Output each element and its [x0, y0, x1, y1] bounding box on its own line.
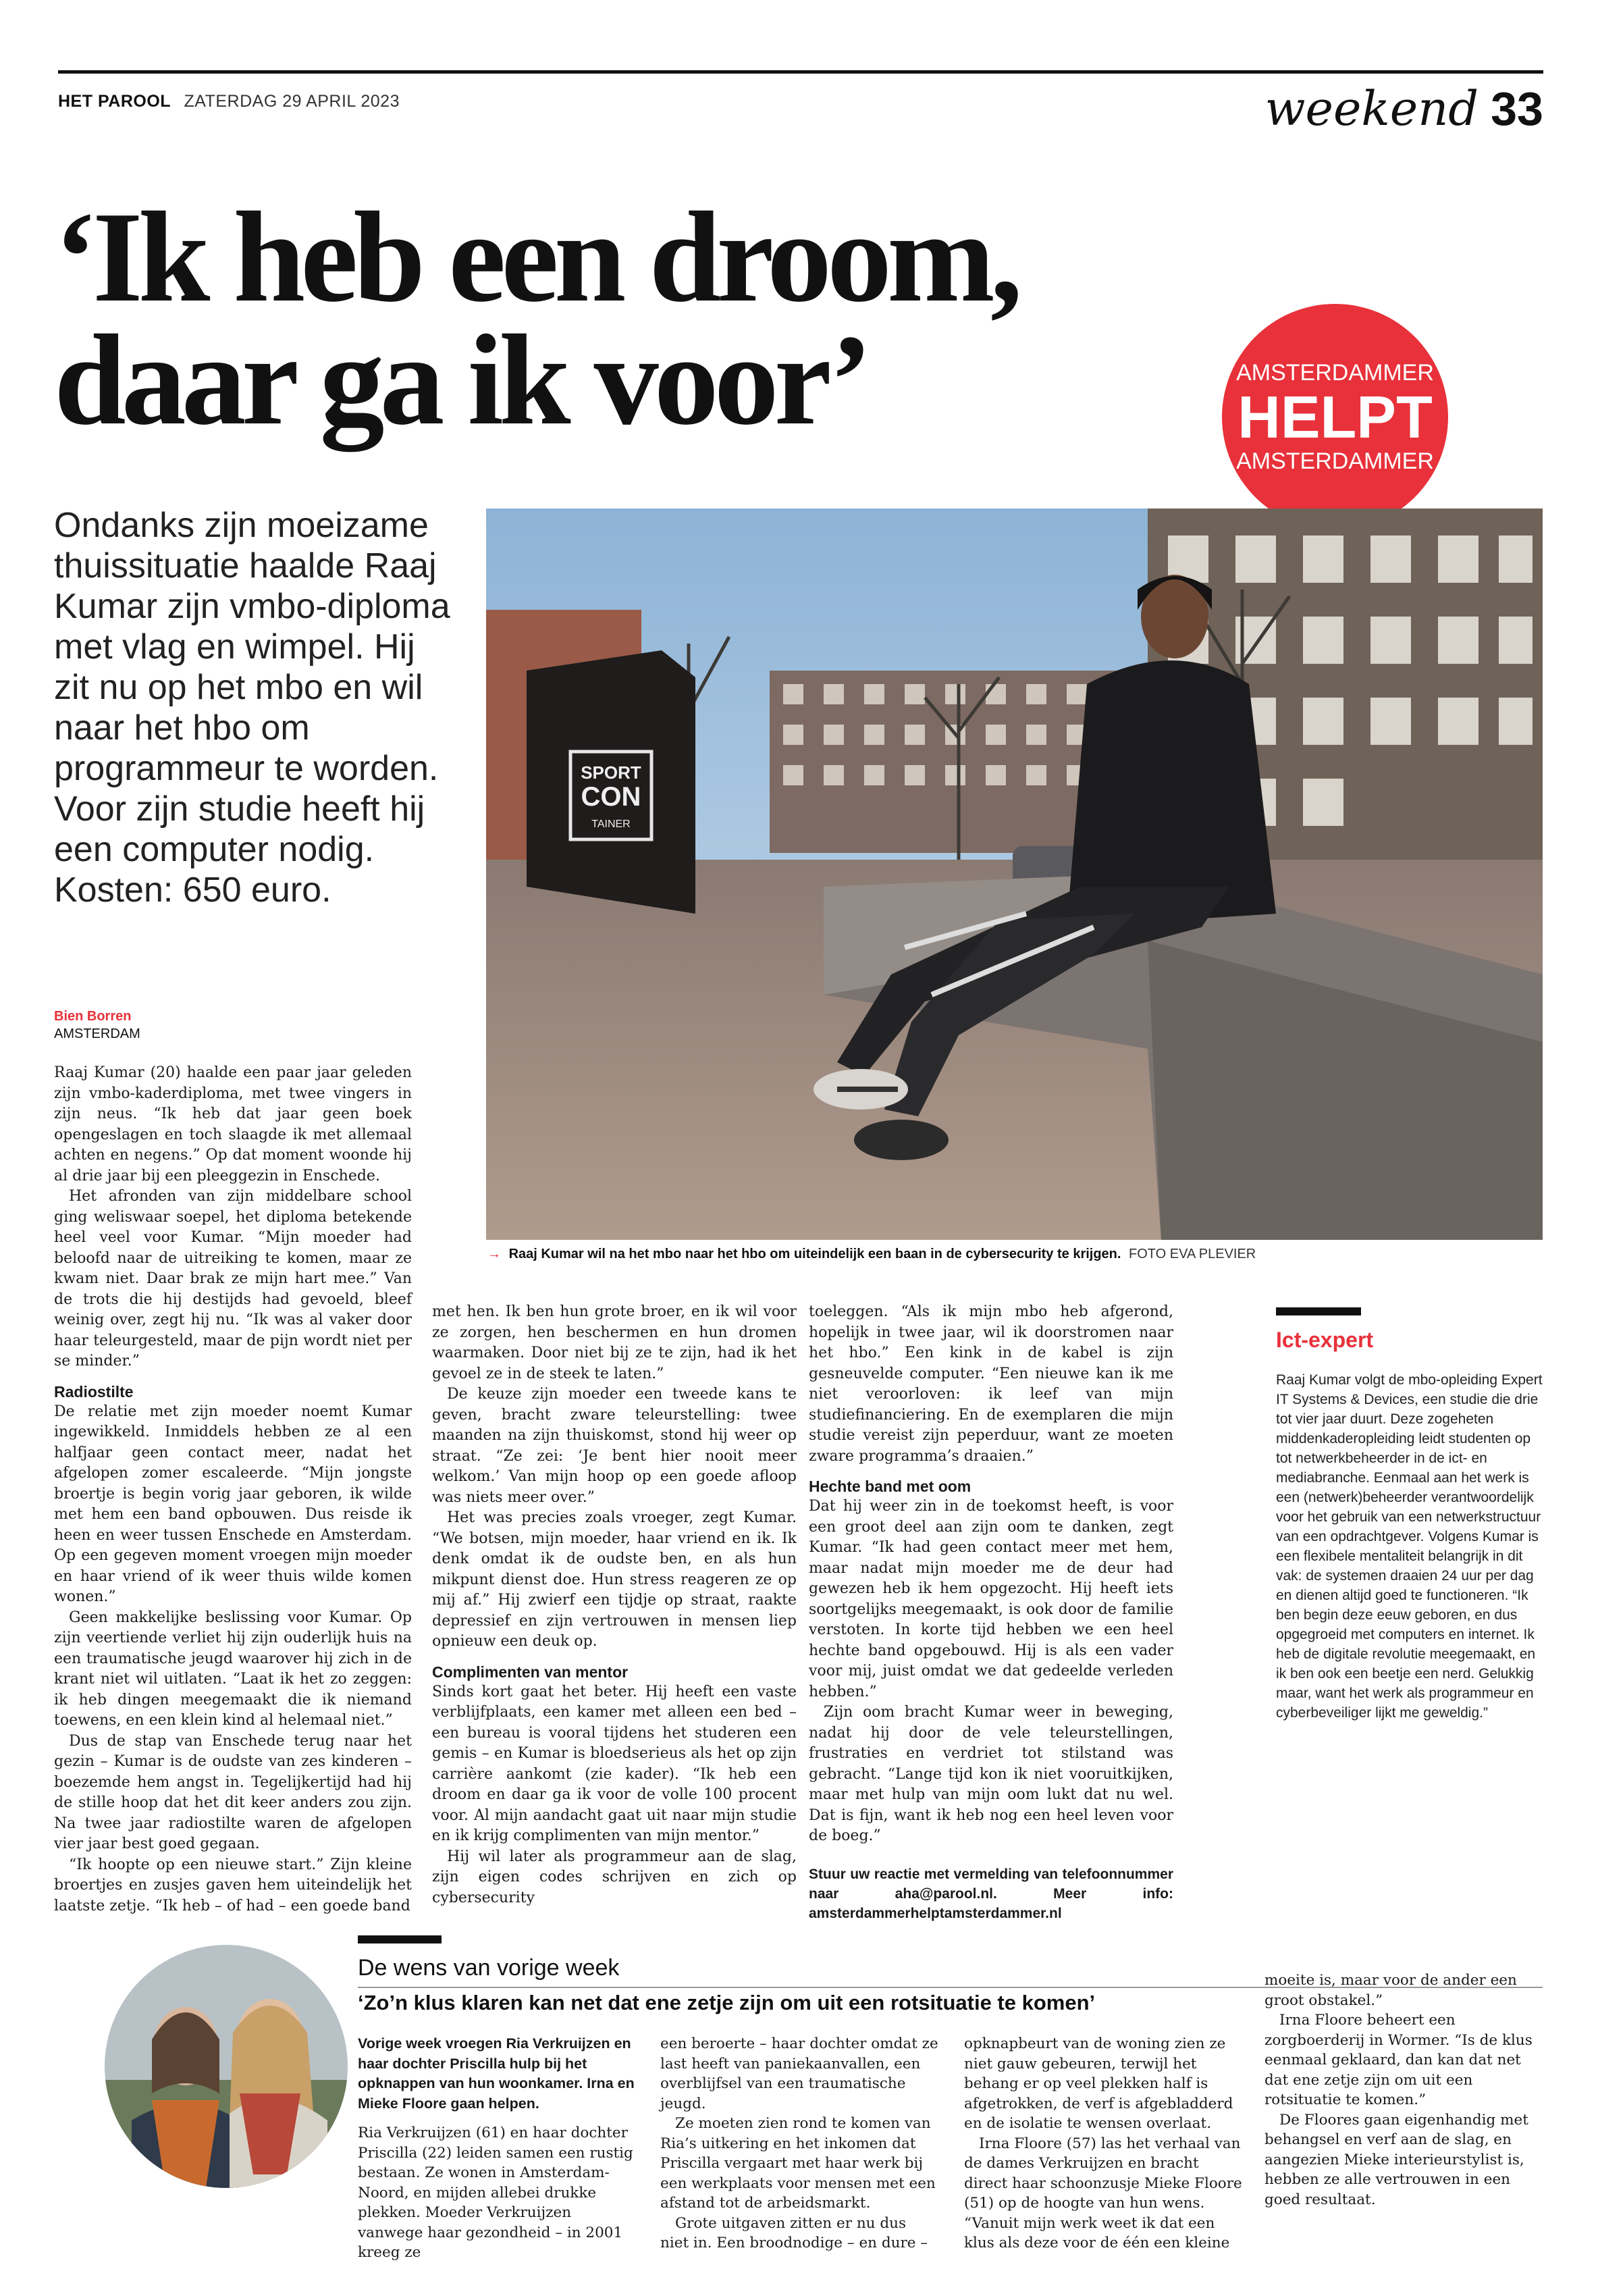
contact-info: Stuur uw reactie met vermelding van telefoonnummer naar aha@parool.nl. Meer info: amsterdammerhelptamsterdammer.nl — [809, 1866, 1173, 1921]
portrait-photo — [105, 1945, 348, 2188]
issue-date: ZATERDAG 29 APRIL 2023 — [184, 92, 400, 111]
paragraph: De relatie met zijn moeder noemt Kumar ingewikkeld. Inmiddels hebben ze al een halfjaar geen contact meer, nadat het afgelopen zomer escaleerde. “Mijn jongste broertje is begin vorig jaar geboren, ik wilde met hem een band opbouwen. Dus reisde ik heen en weer tussen Enschede en Amsterdam. Op een gegeven moment vroegen mijn moeder en haar vriend of ik weer thuis wilde komen wonen.” — [54, 1403, 412, 1605]
paragraph: Ze moeten zien rond te komen van Ria’s uitkering en het inkomen dat Priscilla vergaart met haar werk bij een werkplaats voor mensen met een afstand tot de arbeidsmarkt. — [660, 2115, 936, 2212]
headline-line-1: ‘Ik heb een droom, — [54, 185, 1018, 329]
photo-credit: FOTO EVA PLEVIER — [1129, 1247, 1256, 1261]
subheading-hechte-band: Hechte band met oom — [809, 1478, 971, 1495]
bottom-column-3 — [964, 2034, 1242, 2253]
article-column-3 — [809, 1302, 1173, 1923]
paragraph: Irna Floore beheert een zorgboerderij in Wormer. “Is de klus eenmaal geklaard, dan kan dat net dat ene zetje zijn om uit een rotsituatie te komen.” — [1264, 2012, 1533, 2108]
bottom-rule — [358, 1935, 442, 1943]
paragraph: een beroerte – haar dochter omdat ze last heeft van paniekaanvallen, een overblijfsel van een traumatische jeugd. — [660, 2035, 938, 2112]
paragraph: moeite is, maar voor de ander een groot obstakel.” — [1264, 1972, 1517, 2009]
paragraph: De keuze zijn moeder een tweede kans te geven, bracht zware teleurstelling: twee maanden na zijn thuiskomst, stond hij weer op straat. “Ze zei: ‘Je bent hier nooit meer welkom.’ Van mijn hoop op een goede afloop was niets meer over.” — [432, 1386, 797, 1506]
article-column-2 — [432, 1302, 797, 1908]
paragraph: toeleggen. “Als ik mijn mbo heb afgerond, hopelijk in twee jaar, wil ik doorstromen naar het hbo.” Een kink in de kabel is zijn gesneuvelde computer. “Een nieuwe kan ik me niet veroorloven: ik leef van mijn studiefinanciering. En de exemplaren die mijn studie vereist zijn peperduur, want ze moeten zware programma’s draaien.” — [809, 1303, 1173, 1465]
photo-illustration — [486, 508, 1543, 1240]
paragraph: Het afronden van zijn middelbare school ging weliswaar soepel, het diploma betekende heel veel voor Kumar. “Mijn moeder had beloofd naar de uitreiking te komen, maar ze kwam niet. Daar brak ze mijn hart mee.” Van de trots die hij destijds had gevoeld, bleef weinig over, zegt hij nu. “Ik was al vaker door haar teleurgesteld, maar de pijn wordt niet per se minder.” — [54, 1188, 412, 1369]
amsterdammer-helpt-badge — [1222, 304, 1448, 530]
paragraph: Hij wil later als programmeur aan de slag, zijn eigen codes schrijven en zich op cybersecurity — [432, 1848, 797, 1906]
photo-caption — [487, 1247, 1547, 1262]
badge-bottom: AMSTERDAMMER — [1236, 448, 1434, 474]
section-tag — [1265, 81, 1543, 136]
paragraph: Geen makkelijke beslissing voor Kumar. Op zijn veertiende verliet hij zijn ouderlijk huis na een traumatische jeugd waarover hij zich in de krant niet wil uitlaten. “Laat ik het zo zeggen: ik heb dingen meegemaakt die ik niemand toewens, en een klein kind al helemaal niet.” — [54, 1609, 412, 1729]
byline — [54, 1008, 140, 1043]
paragraph: Dat hij weer zin in de toekomst heeft, is voor een groot deel aan zijn oom te danken, zegt Kumar. “Ik had geen contact meer met hem, maar nadat mijn moeder me de deur had gewezen heb ik hem opgezocht. Hij heeft iets soortgelijks meegemaakt, is ook door de familie verstoten. In korte tijd hebben we een heel hechte band opgebouwd. Hij is als een vader voor mij, juist omdat we dat gedeelde verleden hebben.” — [809, 1498, 1173, 1700]
sidebar-text: Raaj Kumar volgt de mbo-opleiding Expert IT Systems & Devices, een studie die drie tot vier jaar duurt. Deze zogeheten middenkaderopleiding leidt studenten op tot netwerkbeheerder in de ict- en mediabranche. Eenmaal aan het werk is een (netwerk)beheerder verantwoordelijk voor het gebruik van een netwerkstructuur van een opdrachtgever. Volgens Kumar is een flexibele mentaliteit belangrijk in dit vak: de systemen draaien 24 uur per dag en dienen altijd goed te functioneren. “Ik ben begin deze eeuw geboren, en dus opgegroeid met computers en internet. Ik heb de digitale revolutie meegemaakt, en ik ben ook een beetje een nerd. Gelukkig maar, want het werk als programmeur en cyberbeveiliger lijkt me geweldig.” — [1276, 1372, 1543, 1721]
headline — [54, 185, 1269, 452]
paragraph: “Ik hoopte op een nieuwe start.” Zijn kleine broertjes en zusjes gaven hem uiteindelijk het laatste zetje. “Ik heb – of had – een goede band — [54, 1856, 412, 1914]
paragraph: Irna Floore (57) las het verhaal van de dames Verkruijzen en bracht direct haar schoonzusje Mieke Floore (51) op de hoogte van hun wens. “Vanuit mijn werk weet ik dat een klus als deze voor de één een kleine — [964, 2135, 1242, 2251]
arrow-right-icon: → — [487, 1247, 501, 1261]
bottom-title: ‘Zo’n klus klaren kan net dat ene zetje zijn om uit een rotsituatie te komen’ — [358, 1991, 1096, 2014]
paragraph: Ria Verkruijzen (61) en haar dochter Priscilla (22) leiden samen een rustig bestaan. Ze wonen in Amsterdam-Noord, en mijden allebei drukke plekken. Moeder Verkruijzen vanwege haar gezondheid – in 2001 kreeg ze — [358, 2124, 633, 2261]
article-column-1 — [54, 1063, 412, 1916]
paragraph: Dus de stap van Enschede terug naar het gezin – Kumar is de oudste van zes kinderen – boezemde hem angst in. Tegelijkertijd had hij de stille hoop dat het dit keer anders zou zijn. Na twee jaar radiostilte waren de afgelopen vier jaar best goed gegaan. — [54, 1732, 412, 1852]
paragraph: Raaj Kumar (20) haalde een paar jaar geleden zijn vmbo-kaderdiploma, met twee vingers in zijn neus. “Ik heb dat jaar geen boek opengeslagen en toch slaagde ik met allemaal achten en negens.” Op dat moment woonde hij al drie jaar bij een pleeggezin in Enschede. — [54, 1064, 412, 1184]
paragraph: met hen. Ik ben hun grote broer, en ik wil voor ze zorgen, hen beschermen en hun dromen waarmaken. Door niet bij ze te zijn, had ik het gevoel ze in de steek te laten.” — [432, 1303, 797, 1382]
bottom-lead: Vorige week vroegen Ria Verkruijzen en haar dochter Priscilla hulp bij het opknappen van hun woonkamer. Irna en Mieke Floore gaan helpen. — [358, 2035, 635, 2112]
container-sign-line-1: SPORT — [581, 762, 641, 783]
badge-top: AMSTERDAMMER — [1236, 359, 1434, 386]
intro-text: Ondanks zijn moeizame thuissituatie haalde Raaj Kumar zijn vmbo-diploma met vlag en wimpel. Hij zit nu op het mbo en wil naar het hbo om programmeur te worden. Voor zijn studie heeft hij een computer nodig. Kosten: 650 euro. — [54, 506, 450, 910]
sidebar-ict-expert — [1276, 1307, 1543, 1723]
bottom-section-label: De wens van vorige week — [358, 1955, 620, 1981]
paragraph: opknapbeurt van de woning zien ze niet gauw gebeuren, terwijl het behang er op veel plekken half is afgetrokken, de verf is afgebladderd en de isolatie te wensen overlaat. — [964, 2035, 1233, 2132]
byline-author: Bien Borren — [54, 1009, 132, 1024]
section-name: weekend — [1264, 81, 1479, 136]
bottom-column-4 — [1264, 1971, 1543, 2210]
paragraph: Zijn oom bracht Kumar weer in beweging, nadat hij door de vele teleurstellingen, frustraties en verdriet tot stilstand was gebracht. “Lange tijd kon ik niet vooruitkijken, maar met hulp van mijn oom lukt dat nu wel. Dat is fijn, want ik heb nog een heel leven voor de boeg.” — [809, 1704, 1173, 1844]
subheading-radiostilte: Radiostilte — [54, 1382, 134, 1401]
byline-location: AMSTERDAM — [54, 1026, 140, 1041]
badge-middle: HELPT — [1237, 383, 1433, 450]
headline-line-2: daar ga ik voor’ — [54, 308, 868, 452]
main-photo — [486, 508, 1543, 1240]
masthead-rule — [58, 70, 1543, 74]
sidebar-title: Ict-expert — [1276, 1328, 1374, 1352]
portrait-illustration — [105, 1945, 348, 2188]
page-number: 33 — [1491, 82, 1543, 135]
paragraph: Grote uitgaven zitten er nu dus niet in. Een broodnodige – en dure – — [660, 2214, 928, 2251]
bottom-column-1 — [358, 2034, 636, 2263]
container-sign-line-2: CON — [581, 782, 641, 812]
subheading-complimenten: Complimenten van mentor — [432, 1663, 629, 1681]
caption-text: Raaj Kumar wil na het mbo naar het hbo om uiteindelijk een baan in de cybersecurity te krijgen. — [508, 1247, 1121, 1261]
container-sign-line-3: TAINER — [591, 818, 631, 830]
masthead — [58, 92, 400, 111]
bottom-column-2 — [660, 2034, 938, 2253]
paragraph: De Floores gaan eigenhandig met behangsel en verf aan de slag, en aangezien Mieke interieurstylist is, hebben ze alle vertrouwen in een goed resultaat. — [1264, 2111, 1528, 2208]
sidebar-rule — [1276, 1307, 1361, 1315]
paragraph: Sinds kort gaat het beter. Hij heeft een vaste verblijfplaats, een kamer met alleen een bed – een bureau is vooral tijdens het studeren een gemis – en Kumar is bloedserieus als het op zijn carrière aankomt (zie kader). “Ik heb een droom en daar ga ik voor de volle 100 procent voor. Al mijn aandacht gaat uit naar mijn studie en ik krijg complimenten van mijn mentor.” — [432, 1683, 797, 1844]
paper-name: HET PAROOL — [58, 92, 171, 111]
paragraph: Het was precies zoals vroeger, zegt Kumar. “We botsen, mijn moeder, haar vriend en ik. Ik denk omdat ik de oudste ben, en als hun mikpunt dienst doe. Hun stress reageren ze op mij af.” Hij zwierf een tijdje op straat, raakte depressief en zijn vertrouwen in mensen liep opnieuw een deuk op. — [432, 1509, 797, 1650]
